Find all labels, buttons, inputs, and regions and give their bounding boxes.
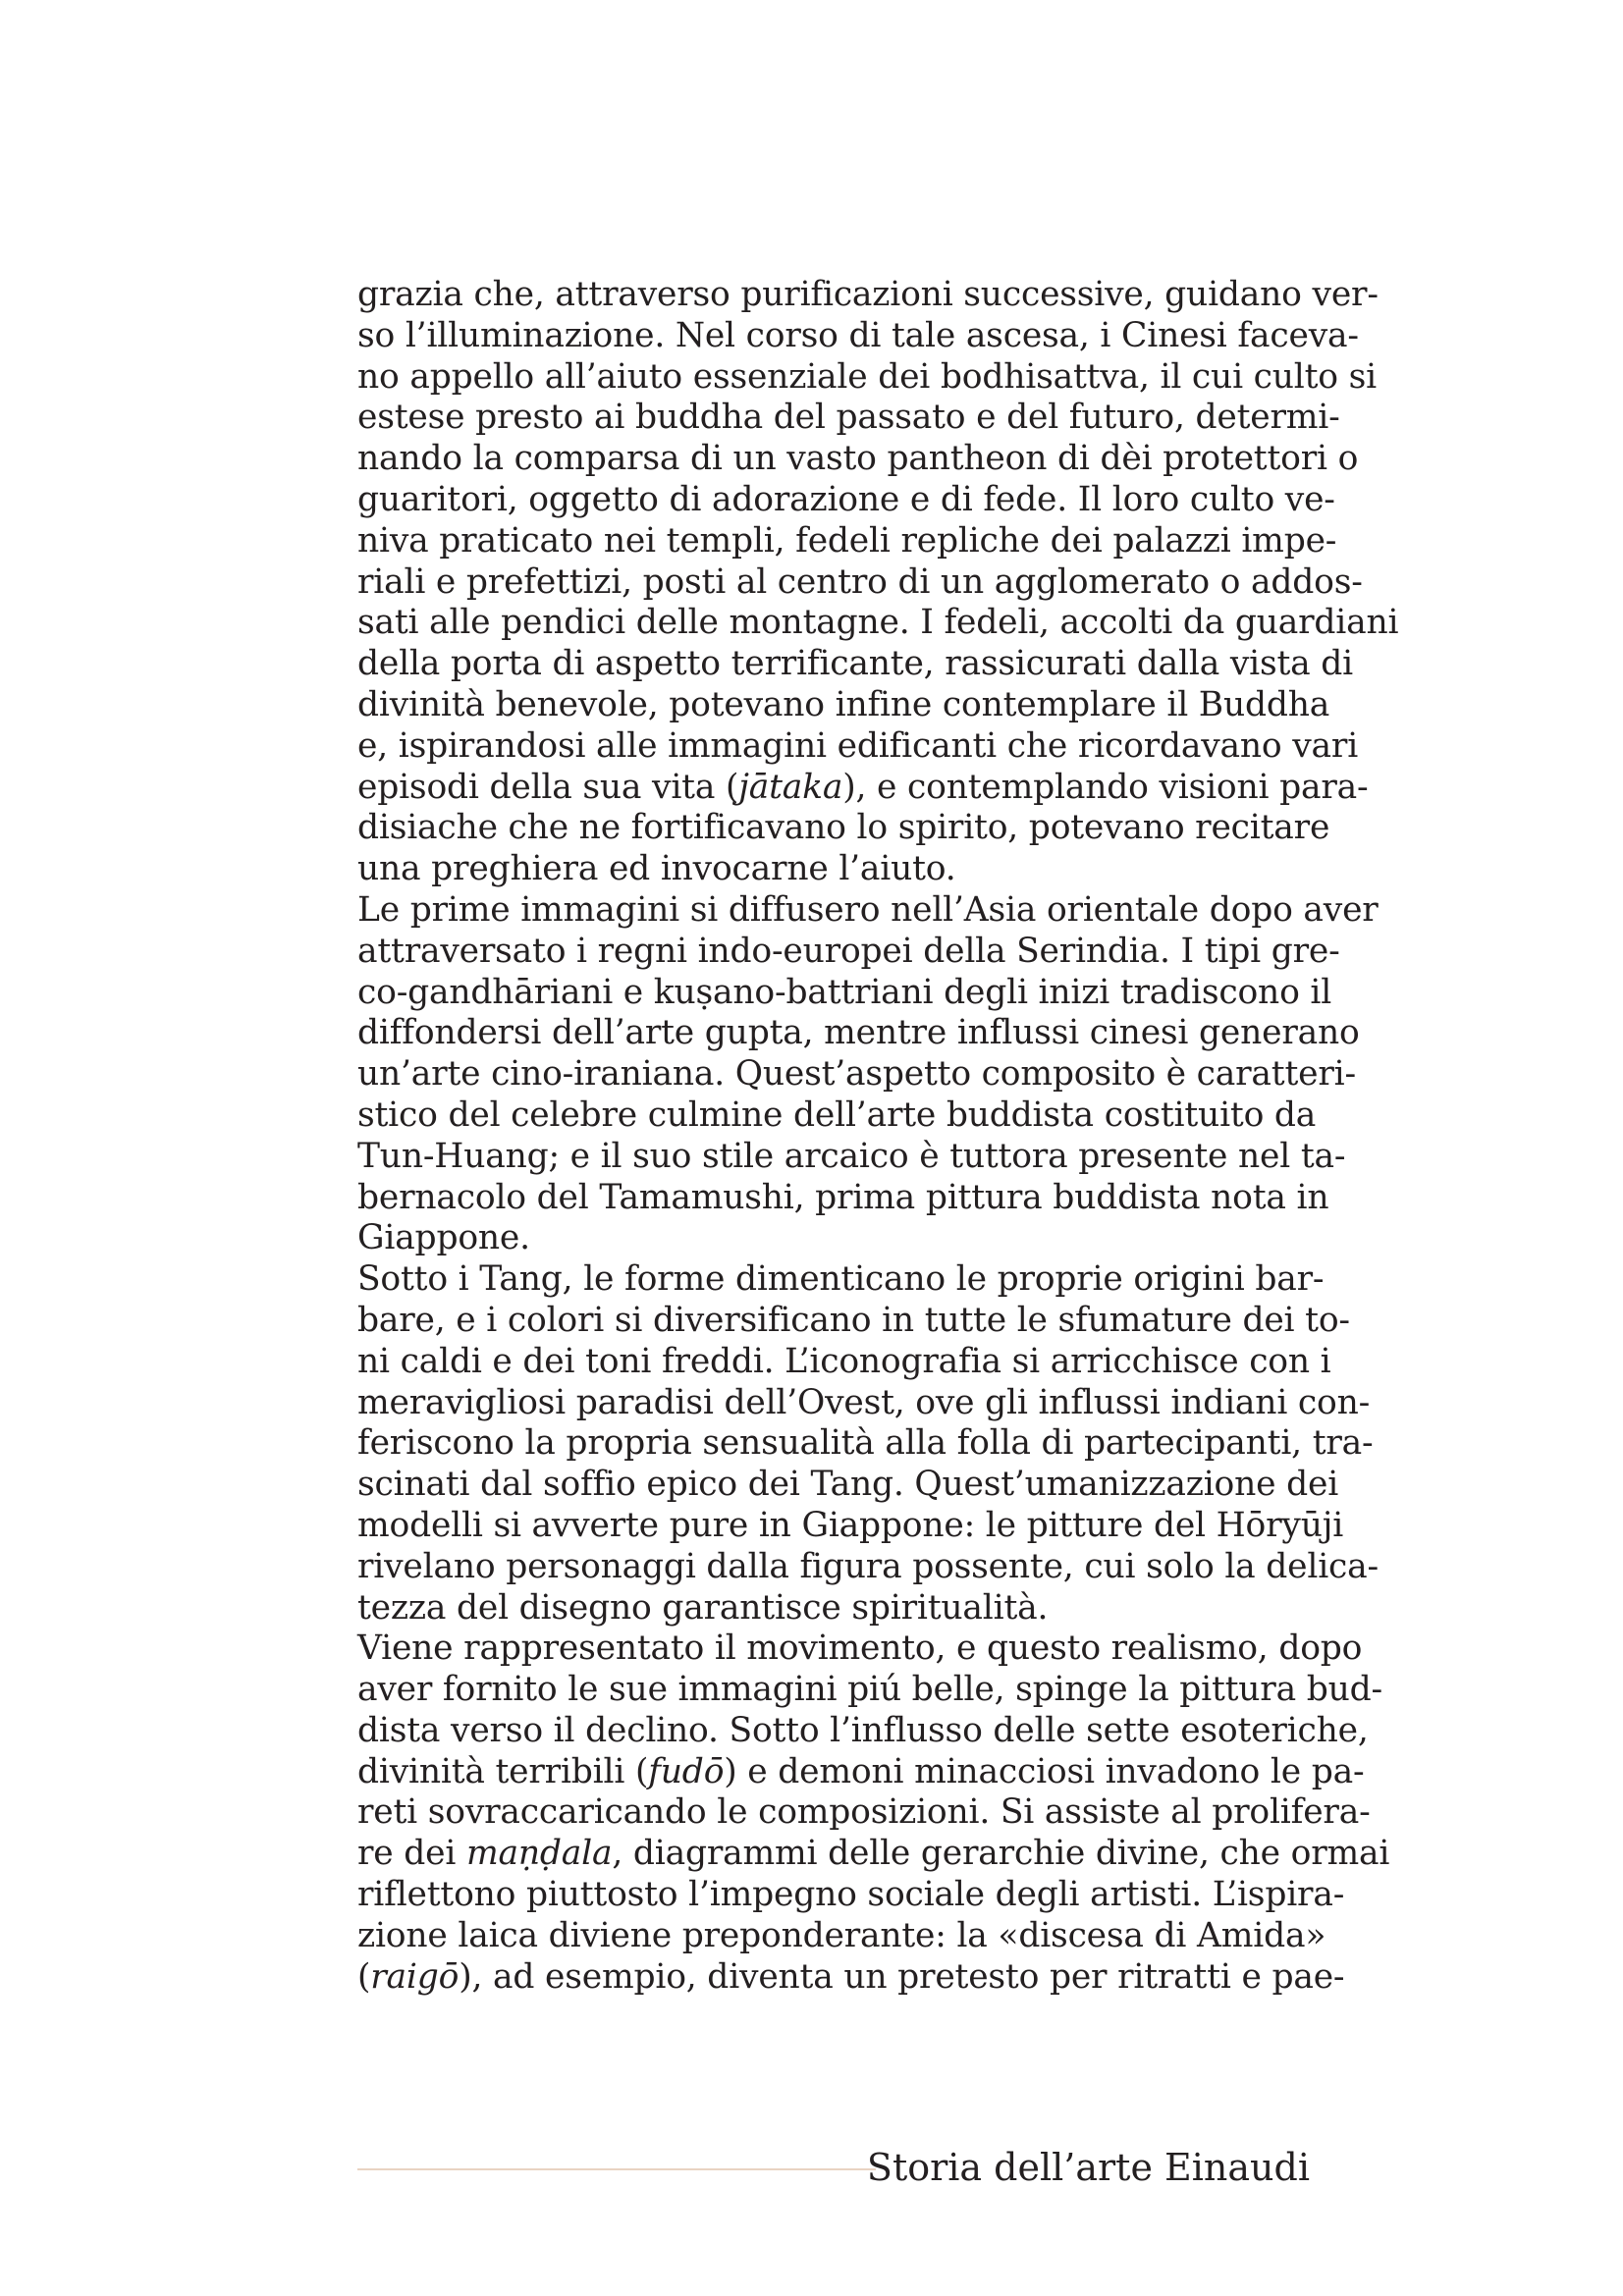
text-line xyxy=(357,1915,1326,1957)
text-line xyxy=(357,1013,1360,1054)
text-line xyxy=(357,684,1330,726)
text-line xyxy=(357,972,1332,1014)
text-run: so l’illuminazione. Nel corso di tale ascesa, i Cinesi faceva- xyxy=(357,315,1359,355)
text-run: estese presto ai buddha del passato e del futuro, determi- xyxy=(357,398,1340,438)
italic-term: maṇḍala xyxy=(465,1834,613,1874)
text-run: Viene rappresentato il movimento, e questo realismo, dopo xyxy=(357,1629,1363,1669)
text-line xyxy=(357,1710,1369,1752)
text-line xyxy=(357,1341,1331,1383)
text-run: bernacolo del Tamamushi, prima pittura buddista nota in xyxy=(357,1177,1329,1217)
text-run: stico del celebre culmine dell’arte buddista costituito da xyxy=(357,1095,1317,1135)
italic-term: raigō xyxy=(370,1956,460,1997)
text-run: bare, e i colori si diversificano in tutte le sfumature dei to- xyxy=(357,1300,1350,1340)
paragraph xyxy=(357,1259,1380,1629)
text-run: guaritori, oggetto di adorazione e di fede. Il loro culto ve- xyxy=(357,479,1335,519)
text-line xyxy=(357,561,1363,604)
text-line xyxy=(357,889,1379,932)
text-run: divinità terribili ( xyxy=(357,1751,649,1791)
text-line xyxy=(357,1382,1371,1424)
italic-term: jātaka xyxy=(738,767,843,807)
italic-term: fudō xyxy=(648,1751,725,1791)
text-run: sati alle pendici delle montagne. I fedeli, accolti da guardiani xyxy=(357,603,1399,643)
text-run: zione laica diviene preponderante: la «discesa di Amida» xyxy=(357,1915,1326,1955)
text-line xyxy=(357,1136,1346,1178)
text-line xyxy=(357,1956,1345,1999)
text-run: divinità benevole, potevano infine contemplare il Buddha xyxy=(357,684,1330,724)
paragraph xyxy=(357,889,1379,1259)
text-run: no appello all’aiuto essenziale dei bodhisattva, il cui culto si xyxy=(357,356,1377,397)
text-run: modelli si avverte pure in Giappone: le pitture del Hōryūji xyxy=(357,1505,1344,1545)
text-run: riflettono piuttosto l’impegno sociale degli artisti. L’ispira- xyxy=(357,1875,1345,1915)
text-run: scinati dal soffio epico dei Tang. Quest’umanizzazione dei xyxy=(357,1465,1339,1505)
text-run: riali e prefettizi, posti al centro di un agglomerato o addos- xyxy=(357,561,1363,602)
text-line xyxy=(357,1054,1356,1095)
text-line xyxy=(357,1588,1310,1629)
text-run: ) e demoni minacciosi invadono le pa- xyxy=(724,1751,1365,1791)
text-run: meravigliosi paradisi dell’Ovest, ove gli influssi indiani con- xyxy=(357,1382,1371,1422)
text-run: , diagrammi delle gerarchie divine, che ormai xyxy=(612,1834,1390,1874)
text-run: dista verso il declino. Sotto l’influsso delle sette esoteriche, xyxy=(357,1710,1369,1750)
text-line xyxy=(357,1875,1345,1916)
text-run: ni caldi e dei toni freddi. L’iconografia si arricchisce con i xyxy=(357,1341,1331,1381)
text-run: Tun-Huang; e il suo stile arcaico è tuttora presente nel ta- xyxy=(357,1136,1346,1176)
paragraph xyxy=(357,1629,1390,1998)
text-line xyxy=(357,1546,1380,1588)
text-line xyxy=(357,1095,1317,1137)
text-line xyxy=(357,603,1399,644)
text-run: e, ispirandosi alle immagini edificanti che ricordavano vari xyxy=(357,725,1359,766)
text-line xyxy=(357,849,1310,890)
text-line xyxy=(357,356,1377,399)
text-run: co-gandhāriani e kuṣano-battriani degli inizi tradiscono il xyxy=(357,972,1332,1012)
text-run: attraversato i regni indo-europei della Serindia. I tipi gre- xyxy=(357,931,1340,971)
body-text xyxy=(357,275,1399,1998)
text-run: Le prime immagini si diffusero nell’Asia orientale dopo aver xyxy=(357,889,1379,930)
text-run: della porta di aspetto terrificante, rassicurati dalla vista di xyxy=(357,644,1353,684)
series-title: Storia dell’arte Einaudi xyxy=(866,2146,1310,2189)
text-line xyxy=(357,1423,1374,1465)
text-run: rivelano personaggi dalla figura possente, cui solo la delica- xyxy=(357,1546,1380,1586)
text-run: ( xyxy=(357,1956,371,1997)
text-line xyxy=(357,1177,1329,1219)
text-run: una preghiera ed invocarne l’aiuto. xyxy=(357,849,956,889)
text-line xyxy=(357,1751,1365,1793)
text-run: aver fornito le sue immagini piú belle, spinge la pittura bud- xyxy=(357,1670,1382,1710)
text-line xyxy=(357,1259,1325,1301)
text-line xyxy=(357,931,1340,973)
text-line xyxy=(357,1465,1339,1506)
text-run: episodi della sua vita ( xyxy=(357,767,739,807)
text-run: nando la comparsa di un vasto pantheon di dèi protettori o xyxy=(357,439,1359,479)
text-line xyxy=(357,1834,1390,1875)
text-line xyxy=(357,1792,1371,1834)
footer-divider xyxy=(357,2168,876,2170)
text-line xyxy=(357,439,1359,480)
text-line xyxy=(357,1629,1363,1670)
text-run: Sotto i Tang, le forme dimenticano le proprie origini bar- xyxy=(357,1259,1325,1300)
text-run: re dei xyxy=(357,1834,466,1874)
text-run: feriscono la propria sensualità alla folla di partecipanti, tra- xyxy=(357,1423,1374,1464)
text-run: un’arte cino-iraniana. Quest’aspetto composito è caratteri- xyxy=(357,1054,1356,1095)
text-line xyxy=(357,315,1359,357)
text-run: ), ad esempio, diventa un pretesto per ritratti e pae- xyxy=(459,1956,1345,1997)
text-line xyxy=(357,520,1337,562)
text-run: disiache che ne fortificavano lo spirito, potevano recitare xyxy=(357,808,1330,848)
text-line xyxy=(357,398,1340,439)
text-line xyxy=(357,1300,1350,1342)
text-line xyxy=(357,1218,1310,1259)
text-run: grazia che, attraverso purificazioni successive, guidano ver- xyxy=(357,275,1379,314)
paragraph xyxy=(357,275,1399,890)
text-run: reti sovraccaricando le composizioni. Si assiste al prolifera- xyxy=(357,1792,1371,1833)
text-line xyxy=(357,725,1359,768)
text-run: tezza del disegno garantisce spiritualità. xyxy=(357,1587,1049,1628)
text-line xyxy=(357,1505,1344,1547)
text-line xyxy=(357,1670,1382,1711)
text-line xyxy=(357,479,1335,521)
text-run: niva praticato nei templi, fedeli repliche dei palazzi impe- xyxy=(357,520,1337,561)
text-line xyxy=(357,275,1379,316)
text-run: ), e contemplando visioni para- xyxy=(842,767,1369,807)
text-line xyxy=(357,767,1369,809)
text-line xyxy=(357,808,1330,849)
text-run: Giappone. xyxy=(357,1218,530,1258)
text-run: diffondersi dell’arte gupta, mentre influssi cinesi generano xyxy=(357,1013,1360,1053)
text-line xyxy=(357,644,1353,685)
